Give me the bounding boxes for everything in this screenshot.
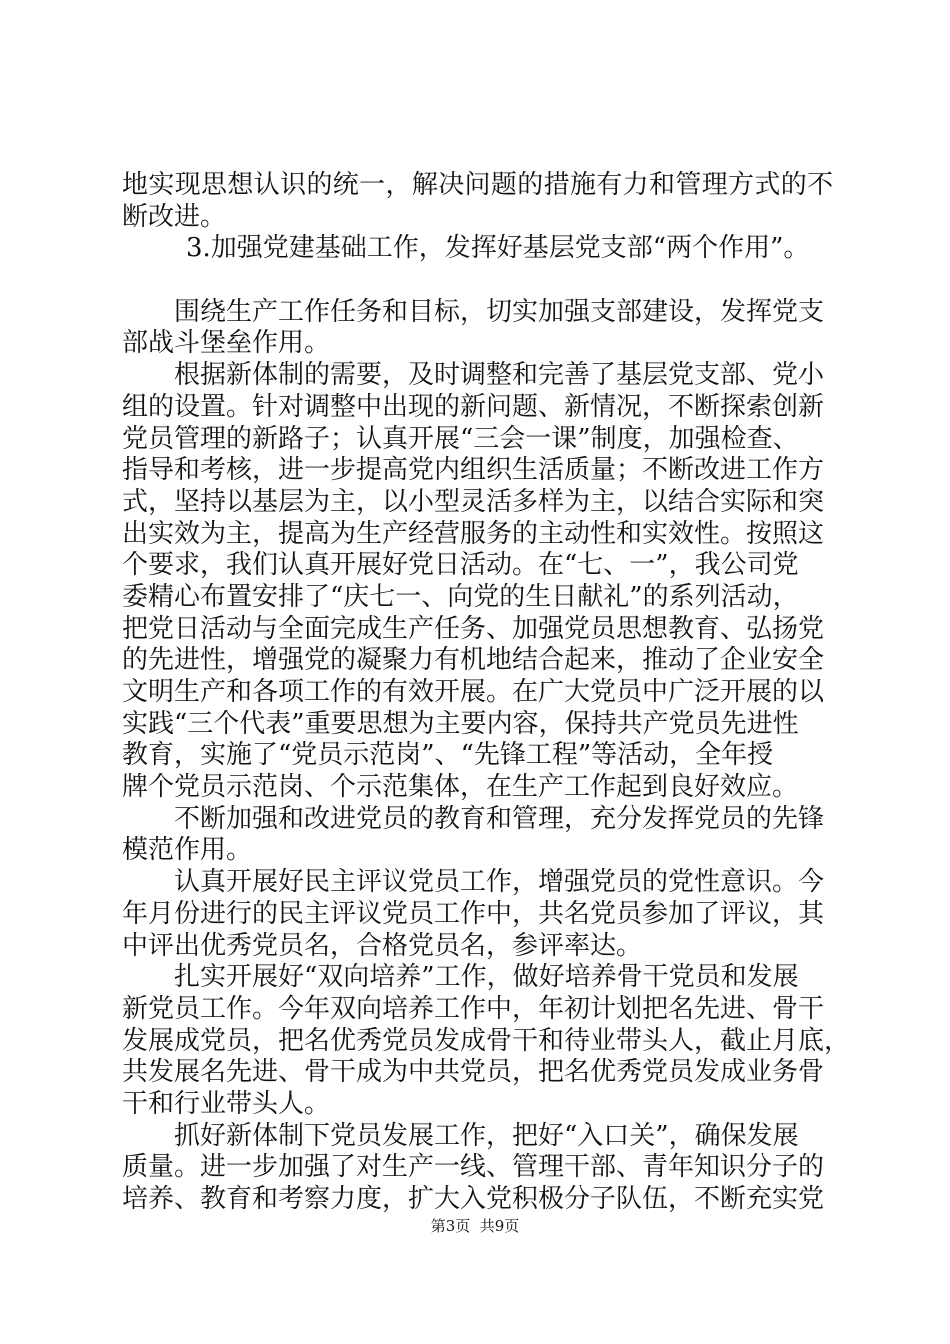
text-line: 根据新体制的需要，及时调整和完善了基层党支部、党小 <box>174 360 825 391</box>
text-line: 组的设置。针对调整中出现的新问题、新情况，不断探索创新 <box>122 391 825 422</box>
text-line: 新党员工作。今年双向培养工作中，年初计划把名先进、骨干 <box>122 993 825 1024</box>
text-line: 扎实开展好“双向培养”工作，做好培养骨干党员和发展 <box>174 962 799 993</box>
text-line: 委精心布置安排了“庆七一、向党的生日献礼”的系列活动， <box>122 581 799 612</box>
text-line: 干和行业带头人。 <box>122 1088 331 1119</box>
body-text <box>122 170 851 1216</box>
text-line: 的先进性，增强党的凝聚力有机地结合起来，推动了企业安全 <box>122 645 825 676</box>
text-line: 认真开展好民主评议党员工作，增强党员的党性意识。今 <box>174 867 825 898</box>
blank-line <box>122 265 832 297</box>
text-line: 围绕生产工作任务和目标，切实加强支部建设，发挥党支 <box>174 296 825 327</box>
text-line: 实践“三个代表”重要思想为主要内容，保持共产党员先进性 <box>122 708 799 739</box>
text-line: 个要求，我们认真开展好党日活动。在“七、一”，我公司党 <box>122 550 799 581</box>
text-line: 模范作用。 <box>122 835 253 866</box>
text-line: 共发展名先进、骨干成为中共党员，把名优秀党员发成业务骨 <box>122 1057 825 1088</box>
text-line: 出实效为主，提高为生产经营服务的主动性和实效性。按照这 <box>122 518 825 549</box>
text-line: 党员管理的新路子；认真开展“三会一课”制度，加强检查、 <box>122 423 799 454</box>
text-line: 中评出优秀党员名，合格党员名，参评率达。 <box>122 930 643 961</box>
text-line: 部战斗堡垒作用。 <box>122 328 331 359</box>
text-line: 地实现思想认识的统一，解决问题的措施有力和管理方式的不 <box>122 170 834 200</box>
text-line: 发展成党员，把名优秀党员发成骨干和待业带头人，截止月底， <box>122 1025 851 1056</box>
text-line: 文明生产和各项工作的有效开展。在广大党员中广泛开展的以 <box>122 677 825 707</box>
text-line: 年月份进行的民主评议党员工作中，共名党员参加了评议，其 <box>122 898 825 929</box>
page-number: 第3页 共9页 <box>430 1217 520 1235</box>
text-line: 牌个党员示范岗、个示范集体，在生产工作起到良好效应。 <box>122 772 799 803</box>
text-line: 把党日活动与全面完成生产任务、加强党员思想教育、弘扬党 <box>122 613 825 644</box>
text-line: 式，坚持以基层为主，以小型灵活多样为主，以结合实际和突 <box>122 486 825 517</box>
text-line: 教育，实施了“党员示范岗”、“先锋工程”等活动，全年授 <box>122 740 774 771</box>
section-heading: 3.加强党建基础工作，发挥好基层党支部“两个作用”。 <box>186 233 810 264</box>
text-line: 抓好新体制下党员发展工作，把好“入口关”，确保发展 <box>174 1120 799 1151</box>
text-line: 指导和考核，进一步提高党内组织生活质量；不断改进工作方 <box>122 455 825 486</box>
text-line: 培养、教育和考察力度，扩大入党积极分子队伍，不断充实党 <box>122 1184 825 1214</box>
text-line: 断改进。 <box>122 201 227 232</box>
page-footer <box>0 1216 950 1236</box>
text-line: 质量。进一步加强了对生产一线、管理干部、青年知识分子的 <box>122 1152 825 1183</box>
text-line: 不断加强和改进党员的教育和管理，充分发挥党员的先锋 <box>174 803 825 834</box>
